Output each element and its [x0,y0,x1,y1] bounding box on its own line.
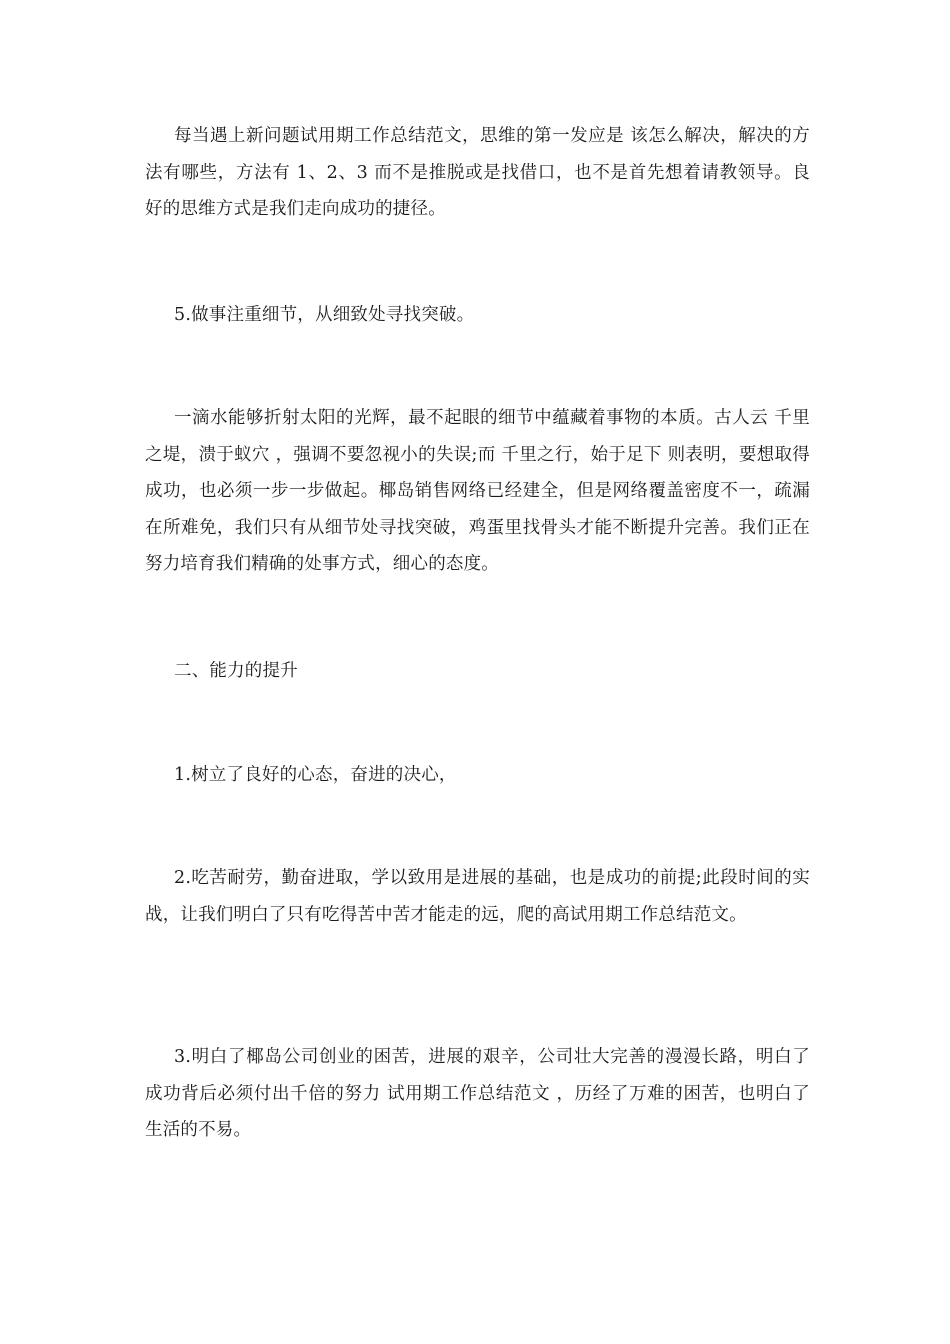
list-item-3-company-understanding: 3.明白了椰岛公司创业的困苦，进展的艰辛，公司壮大完善的漫漫长路，明白了成功背后必须付出千倍的努力 试用期工作总结范文 ，历经了万难的困苦，也明白了生活的不易。 [145,1047,810,1140]
heading-point-5-details: 5.做事注重细节，从细致处寻找突破。 [174,305,475,325]
paragraph-thinking-approach: 每当遇上新问题试用期工作总结范文，思维的第一发应是 该怎么解决，解决的方法有哪些，方法有 1、2、3 而不是推脱或是找借口，也不是首先想着请教领导。良好的思维方式是我们走向成功的捷径。 [145,126,810,219]
paragraph-details-importance: 一滴水能够折射太阳的光辉，最不起眼的细节中蕴藏着事物的本质。古人云 千里之堤，溃于蚁穴 ，强调不要忽视小的失误;而 千里之行，始于足下 则表明，要想取得成功，也必须一步一步做起。椰岛销售网络已经建全，但是网络覆盖密度不一，疏漏在所难免，我们只有从细节处寻找突破，鸡蛋里找骨头才能不断提升完善。我们正在努力培育我们精确的处事方式，细心的态度。 [145,408,810,574]
section-heading-ability: 二、能力的提升 [174,661,298,681]
list-item-1-mindset: 1.树立了良好的心态，奋进的决心， [174,765,457,785]
list-item-2-hard-work: 2.吃苦耐劳，勤奋进取，学以致用是进展的基础，也是成功的前提;此段时间的实战，让我们明白了只有吃得苦中苦才能走的远，爬的高试用期工作总结范文。 [145,868,810,925]
